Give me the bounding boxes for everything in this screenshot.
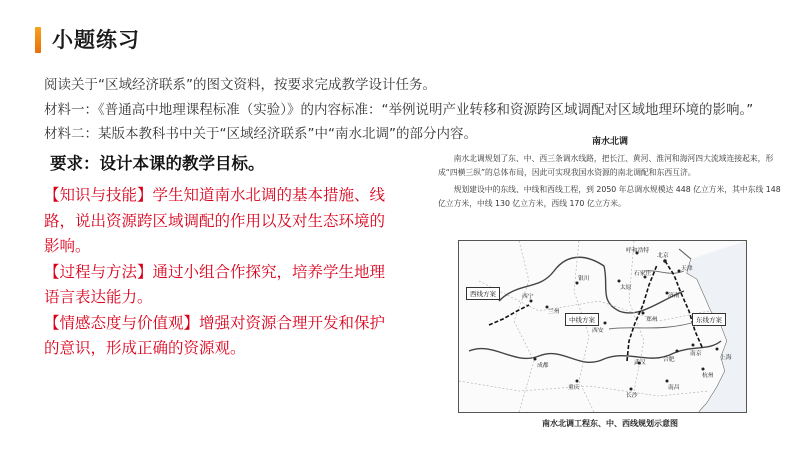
page-title: 小题练习: [52, 28, 140, 52]
title-accent-bar: [35, 27, 41, 53]
city-wuhan: 武汉: [634, 360, 646, 366]
city-tianjin: 天津: [681, 266, 693, 272]
intro-line-3: 材料二：某版本教科书中关于“区域经济联系”中“南水北调”的部分内容。: [44, 126, 477, 142]
city-chongqing: 重庆: [568, 385, 580, 391]
city-hefei: 合肥: [663, 357, 675, 363]
figure-paragraph-1: 南水北调规划了东、中、西三条调水线路，把长江、黄河、淮河和海河四大流域连接起来，形成“四横三纵”的总体布局，因此可实现我国水资源的南北调配和东西互济。: [438, 154, 774, 177]
figure-paragraph-2: 规划建设中的东线、中线和西线工程，到 2050 年总调水规模达 448 亿立方米，其中东线 148 亿立方米，中线 130 亿立方米，西线 170 亿立方米。: [438, 185, 781, 208]
city-hangzhou: 杭州: [702, 373, 714, 379]
city-huhehaote: 呼和浩特: [626, 248, 650, 254]
city-nanjing: 南京: [690, 351, 702, 357]
middle-route-label: 中线方案: [565, 313, 599, 326]
city-yinchuan: 银川: [578, 276, 590, 282]
city-changsha: 长沙: [626, 393, 638, 399]
goal-process: 【过程与方法】通过小组合作探究，培养学生地理语言表达能力。: [44, 262, 386, 306]
west-route-line: [489, 305, 529, 325]
intro-line-1: 阅读关于“区域经济联系”的图文资料，按要求完成教学设计任务。: [44, 77, 436, 93]
requirement-heading: 要求：设计本课的教学目标。: [50, 154, 265, 173]
city-shijiazhuang: 石家庄: [634, 271, 652, 277]
goal-knowledge: 【知识与技能】学生知道南水北调的基本措施、线路，说出资源跨区域调配的作用以及对生态环境的影响。: [44, 186, 386, 255]
textbook-figure: [438, 134, 782, 211]
city-chengdu: 成都: [537, 363, 549, 369]
goal-emotion: 【情感态度与价值观】增强对资源合理开发和保护的意识，形成正确的资源观。: [44, 313, 386, 357]
figure-caption: 南水北调工程东、中、西线规划示意图: [542, 419, 678, 428]
city-jinan: 济南: [668, 293, 680, 299]
intro-line-2: 材料一：《普通高中地理课程标准（实验）》的内容标准：“举例说明产业转移和资源跨区域调配对区域地理环境的影响。”: [44, 102, 754, 118]
city-xining: 西宁: [522, 294, 534, 300]
city-zhengzhou: 郑州: [646, 317, 658, 323]
city-shanghai: 上海: [720, 355, 732, 361]
city-xian: 西安: [592, 328, 604, 334]
city-lanzhou: 兰州: [548, 309, 560, 315]
east-route-label: 东线方案: [692, 313, 726, 326]
city-taiyuan: 太原: [620, 285, 632, 291]
teaching-goals: [44, 183, 392, 362]
city-nanchang: 南昌: [668, 385, 680, 391]
west-route-label: 西线方案: [466, 287, 500, 300]
sea-area: [687, 241, 746, 412]
city-beijing: 北京: [657, 253, 669, 259]
figure-title: 南水北调: [591, 137, 628, 147]
yangtze-river: [469, 341, 721, 362]
